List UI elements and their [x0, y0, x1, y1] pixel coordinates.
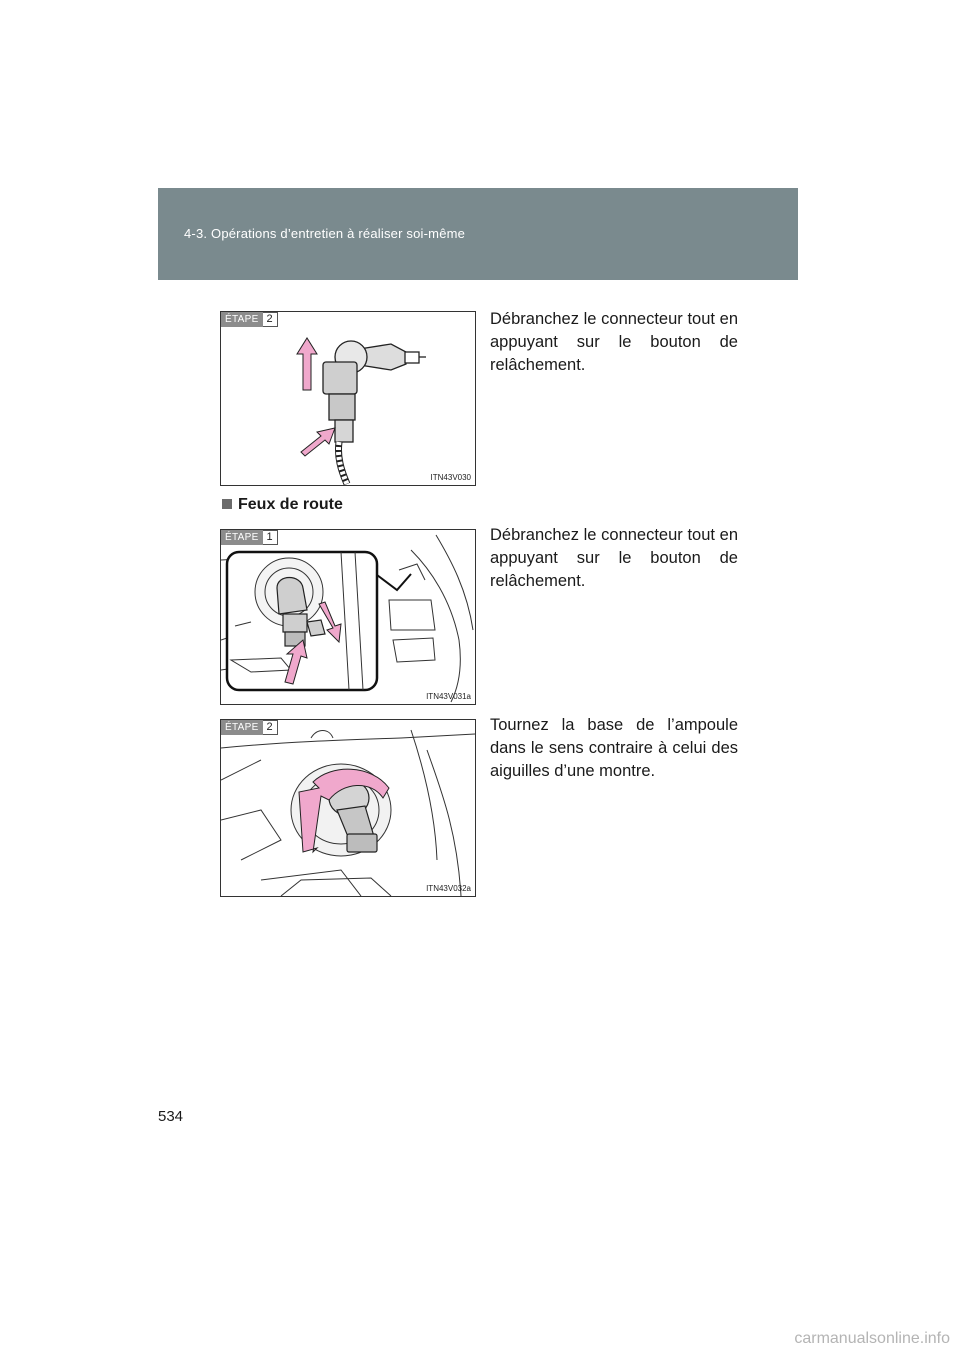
step-badge: ÉTAPE 2: [221, 720, 278, 735]
figure-code: ITN43V031a: [426, 692, 471, 701]
figure-rotate-bulb-base: [220, 719, 476, 897]
illustration-rotate-bulb: [221, 720, 475, 896]
figure-code: ITN43V032a: [426, 884, 471, 893]
section-title: 4-3. Opérations d’entretien à réaliser soi-même: [184, 226, 466, 241]
figure-code: ITN43V030: [430, 473, 471, 482]
square-bullet-icon: [222, 499, 232, 509]
step-badge: ÉTAPE 2: [221, 312, 278, 327]
illustration-engine-bay: [221, 530, 475, 704]
figure-high-beam-connector: [220, 529, 476, 705]
step-text-1: Débranchez le connecteur tout en appuyant sur le bouton de relâchement.: [490, 310, 738, 374]
step-text-2: Débranchez le connecteur tout en appuyant sur le bouton de relâchement.: [490, 526, 738, 590]
section-heading: Feux de route: [222, 496, 343, 514]
header-band: [158, 188, 798, 280]
figure-disconnect-connector: [220, 311, 476, 486]
step-badge: ÉTAPE 1: [221, 530, 278, 545]
illustration-bulb-connector: [221, 312, 475, 485]
step-text-3: Tournez la base de l’ampoule dans le sens contraire à celui des aiguilles d’une montre.: [490, 716, 738, 780]
page-number: 534: [158, 1108, 184, 1125]
watermark: carmanualsonline.info: [794, 1330, 950, 1347]
up-arrow: [297, 338, 317, 390]
push-arrow: [301, 428, 335, 456]
